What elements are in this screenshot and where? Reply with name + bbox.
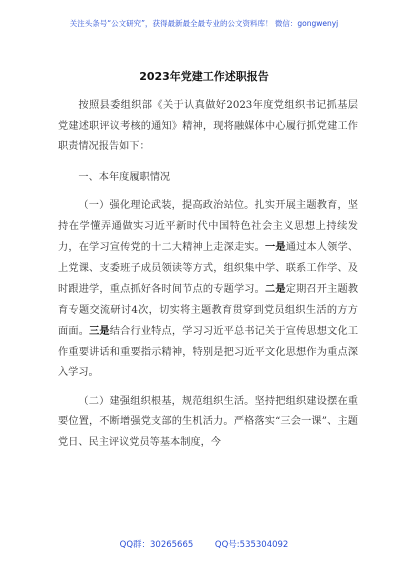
paragraph-text-second: 定期召开主题教育专题交流研讨4次，切实将主题教育贯穿到党员组织生活的方方面面。 <box>58 284 359 337</box>
footer-qq-group: QQ群：30265665 <box>119 540 194 550</box>
document-title: 2023年党建工作述职报告 <box>139 70 269 83</box>
footer-contact <box>0 538 408 550</box>
paragraph-organization: （二）建强组织根基，规范组织生活。坚持把组织建设摆在重要位置，不断增强党支部的生机活力。严格落实“三会一课”、主题党日、民主评议党员等基本制度，今 <box>58 395 358 448</box>
header-promo-note: 关注头条号“公文研究”，获得最新最全最专业的公文资料库！ 微信：gongwenyj <box>69 19 339 28</box>
keyword-second: 二是 <box>265 283 286 295</box>
keyword-third: 三是 <box>89 325 110 337</box>
footer-qq-number: QQ号:535304092 <box>214 540 289 550</box>
section-heading: 一、本年度履职情况 <box>78 171 171 183</box>
paragraph-text-third: 结合行业特点，学习习近平总书记关于宣传思想文化工作重要讲话和重要指示精神，特别是把习近平文化思想作为重点深入学习。 <box>58 326 359 378</box>
keyword-first: 一是 <box>265 241 286 253</box>
intro-paragraph: 按照县委组织部《关于认真做好2023年度党组织书记抓基层党建述职评议考核的通知》精神，现将融媒体中心履行抓党建工作职责情况报告如下： <box>58 100 358 152</box>
paragraph-lead: （一）强化理论武装，提高政治站位。扎实开展主题教育，坚持在学懂弄通做实习近平新时代中国特色社会主义思想上持续发力，在学习宣传党的十二大精神上走深走实。 <box>58 200 358 253</box>
document-body <box>58 96 358 453</box>
paragraph-text-first: 通过本人领学、上党课、支委班子成员领读等方式，组织集中学、联系工作学、及时跟进学，重点抓好各时间节点的专题学习。 <box>58 242 359 295</box>
paragraph-theory <box>58 196 358 384</box>
